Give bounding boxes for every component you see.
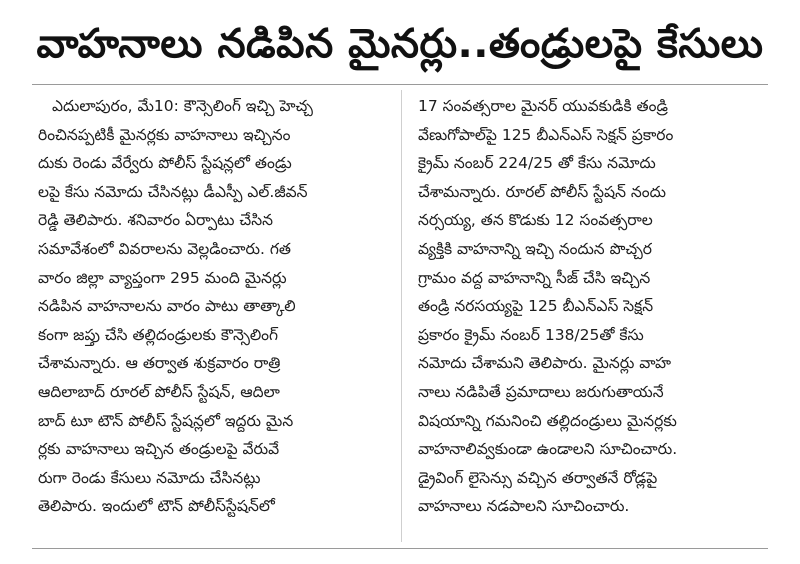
left-line: తెలిపారు. ఇందులో టౌన్ పోలీస్‌స్టేషన్‌లో: [38, 497, 275, 516]
right-line: నాలు నడిపితే ప్రమాదాలు జరుగుతాయనే: [418, 382, 664, 401]
right-line: వాహనాలివ్వకుండా ఉండాలని సూచించారు.: [418, 440, 678, 459]
headline-rule: [32, 84, 768, 85]
left-line: ర్లకు వాహనాలు ఇచ్చిన తండ్రులపై వేరువే: [38, 440, 280, 459]
right-line: క్రైమ్ నంబర్ 224/25 తో కేసు నమోదు: [418, 154, 656, 173]
left-line: రుగా రెండు కేసులు నమోదు చేసినట్లు: [38, 468, 261, 487]
left-column: [38, 92, 384, 521]
left-line: ఆదిలాబాద్ రూరల్ పోలీస్ స్టేషన్, ఆదిలా: [38, 382, 280, 401]
right-line: వ్యక్తికి వాహనాన్ని ఇచ్చి నందున పొచ్చర: [418, 239, 652, 258]
left-line: సమావేశంలో వివరాలను వెల్లడించారు. గత: [38, 239, 291, 258]
right-line: వాహనాలు నడపాలని సూచించారు.: [418, 497, 630, 516]
right-line: తండ్రి నరసయ్యపై 125 బీఎన్ఎస్ సెక్షన్: [418, 297, 654, 316]
right-line: డ్రైవింగ్ లైసెన్సు వచ్చిన తర్వాతనే రోడ్లపై: [418, 468, 658, 487]
left-line: నడిపిన వాహనాలను వారం పాటు తాత్కాలి: [38, 297, 296, 316]
left-line: చేశామన్నారు. ఆ తర్వాత శుక్రవారం రాత్రి: [38, 354, 281, 373]
right-line: చేశామన్నారు. రూరల్ పోలీస్ స్టేషన్ నందు: [418, 182, 666, 201]
right-line: నర్సయ్య, తన కొడుకు 12 సంవత్సరాల: [418, 211, 653, 230]
left-line: లపై కేసు నమోదు చేసినట్లు డీఎస్పీ ఎల్.జీవన్: [38, 182, 308, 201]
right-column: [418, 92, 764, 521]
news-clipping: [8, 6, 792, 558]
left-line: రెడ్డి తెలిపారు. శనివారం ఏర్పాటు చేసిన: [38, 211, 273, 230]
right-line: వేణుగోపాల్‌పై 125 బీఎన్ఎస్ సెక్షన్ ప్రకారం: [418, 125, 674, 144]
left-line: ఎదులాపురం, మే10: కౌన్సెలింగ్ ఇచ్చి హెచ్చ: [52, 97, 313, 115]
right-line: 17 సంవత్సరాల మైనర్ యువకుడికి తండ్రి: [418, 97, 668, 115]
bottom-rule: [32, 548, 768, 549]
right-line: నమోదు చేశామని తెలిపారు. మైనర్లు వాహ: [418, 354, 672, 373]
column-divider: [401, 90, 402, 542]
right-line: ప్రకారం క్రైమ్ నంబర్ 138/25తో కేసు: [418, 325, 644, 344]
left-line: రించినప్పటికీ మైనర్లకు వాహనాలు ఇచ్చినం: [38, 125, 291, 144]
left-line: వారం జిల్లా వ్యాప్తంగా 295 మంది మైనర్లు: [38, 268, 287, 287]
left-line: దుకు రెండు వేర్వేరు పోలీస్ స్టేషన్లలో తండ్రు: [38, 154, 292, 173]
left-line: కంగా జప్తు చేసి తల్లిదండ్రులకు కౌన్సెలింగ్: [38, 325, 279, 344]
right-line: గ్రామం వద్ద వాహనాన్ని సీజ్ చేసి ఇచ్చిన: [418, 268, 651, 287]
headline: వాహనాలు నడిపిన మైనర్లు..తండ్రులపై కేసులు: [36, 21, 764, 67]
right-line: విషయాన్ని గమనించి తల్లిదండ్రులు మైనర్లకు: [418, 411, 677, 430]
left-line: బాద్ టూ టౌన్ పోలీస్ స్టేషన్లలో ఇద్దరు మైన: [38, 411, 294, 430]
